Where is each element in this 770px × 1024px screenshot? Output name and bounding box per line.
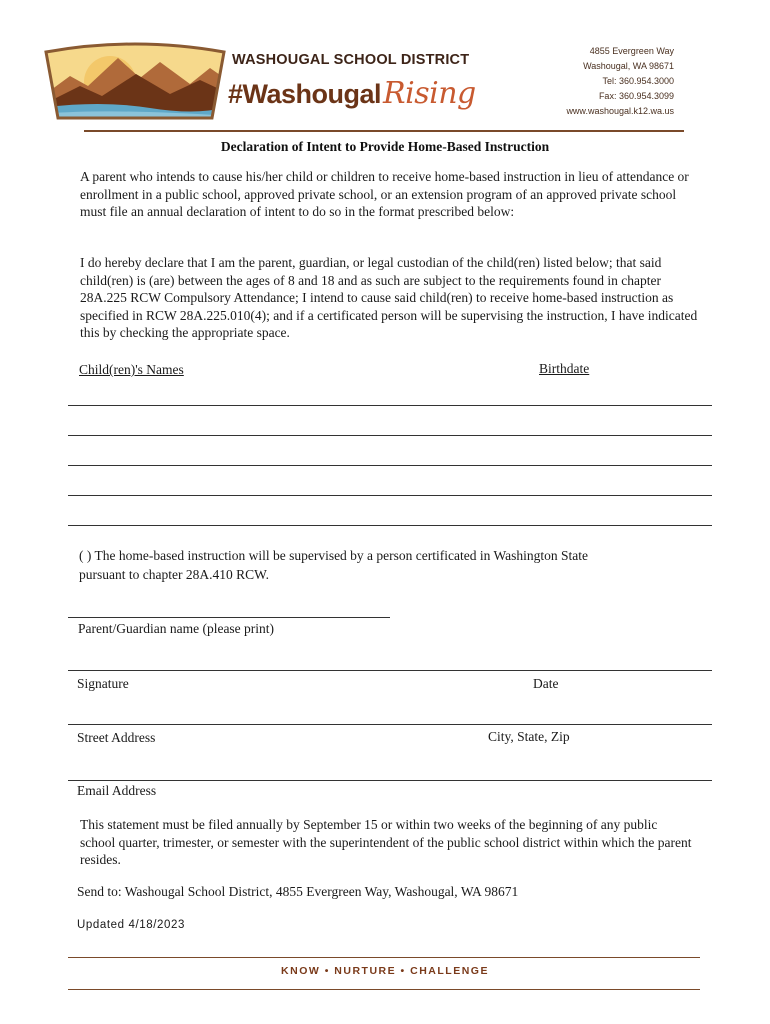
contact-city: Washougal, WA 98671 [583,61,674,71]
hashtag-main: #Washougal [228,79,382,109]
children-names-header: Child(ren)'s Names [79,362,184,377]
child-entry-line-5[interactable] [68,525,712,526]
child-entry-line-2[interactable] [68,435,712,436]
email-address-label: Email Address [77,783,157,798]
district-logo [40,38,230,122]
contact-phone: Tel: 360.954.3000 [602,76,674,86]
parent-name-label: Parent/Guardian name (please print) [78,621,275,636]
address-field[interactable] [68,724,712,725]
city-state-zip-label: City, State, Zip [488,729,570,744]
date-label: Date [533,676,559,691]
contact-block [566,44,674,119]
signature-label: Signature [77,676,129,691]
contact-website[interactable]: www.washougal.k12.wa.us [566,106,674,116]
signature-date-field[interactable] [68,670,712,671]
declaration-paragraph: I do hereby declare that I am the parent, guardian, or legal custodian of the child(ren) listed below; that said child(ren) is (are) between the ages of 8 and 18 and as such are subject to the requirements found in chapter 28A.225 RCW Compulsory Attendance; I intend to cause said child(ren) to receive home-based instruction as specified in RCW 28A.225.010(4); and if a certificated person will be supervising the instruction, I have indicated this by checking the appropriate space. [80,255,698,340]
parent-name-field[interactable] [68,617,390,618]
birthdate-header: Birthdate [539,361,590,376]
contact-fax: Fax: 360.954.3099 [598,91,674,101]
send-to-address: Send to: Washougal School District, 4855 Evergreen Way, Washougal, WA 98671 [77,884,519,899]
updated-date: Updated 4/18/2023 [77,919,186,931]
email-field[interactable] [68,780,712,781]
certificated-checkbox-statement[interactable]: ( ) The home-based instruction will be supervised by a person certificated in Washington State [79,548,589,563]
child-entry-line-3[interactable] [68,465,712,466]
footer-motto: KNOW • NURTURE • CHALLENGE [281,965,489,977]
district-name: WASHOUGAL SCHOOL DISTRICT [232,52,470,68]
child-entry-line-1[interactable] [68,405,712,406]
document-title: Declaration of Intent to Provide Home-Based Instruction [220,139,550,154]
footer-divider-top [68,957,700,958]
hashtag-script: Rising [383,76,476,111]
certificated-statement-cont: pursuant to chapter 28A.410 RCW. [79,567,269,582]
child-entry-line-4[interactable] [68,495,712,496]
contact-address: 4855 Evergreen Way [589,46,674,56]
hashtag-slogan [228,76,476,111]
street-address-label: Street Address [77,730,156,745]
intro-paragraph: A parent who intends to cause his/her child or children to receive home-based instruction in lieu of attendance or enrollment in a public school, approved private school, or an extension program of an approved private school must file an annual declaration of intent to do so in the format prescribed below: [80,169,689,219]
header-divider [84,130,684,132]
filing-note: This statement must be filed annually by September 15 or within two weeks of the beginning of any public school quarter, trimester, or semester with the superintendent of the public school district within which the parent resides. [80,817,692,867]
footer-divider-bottom [68,989,700,990]
